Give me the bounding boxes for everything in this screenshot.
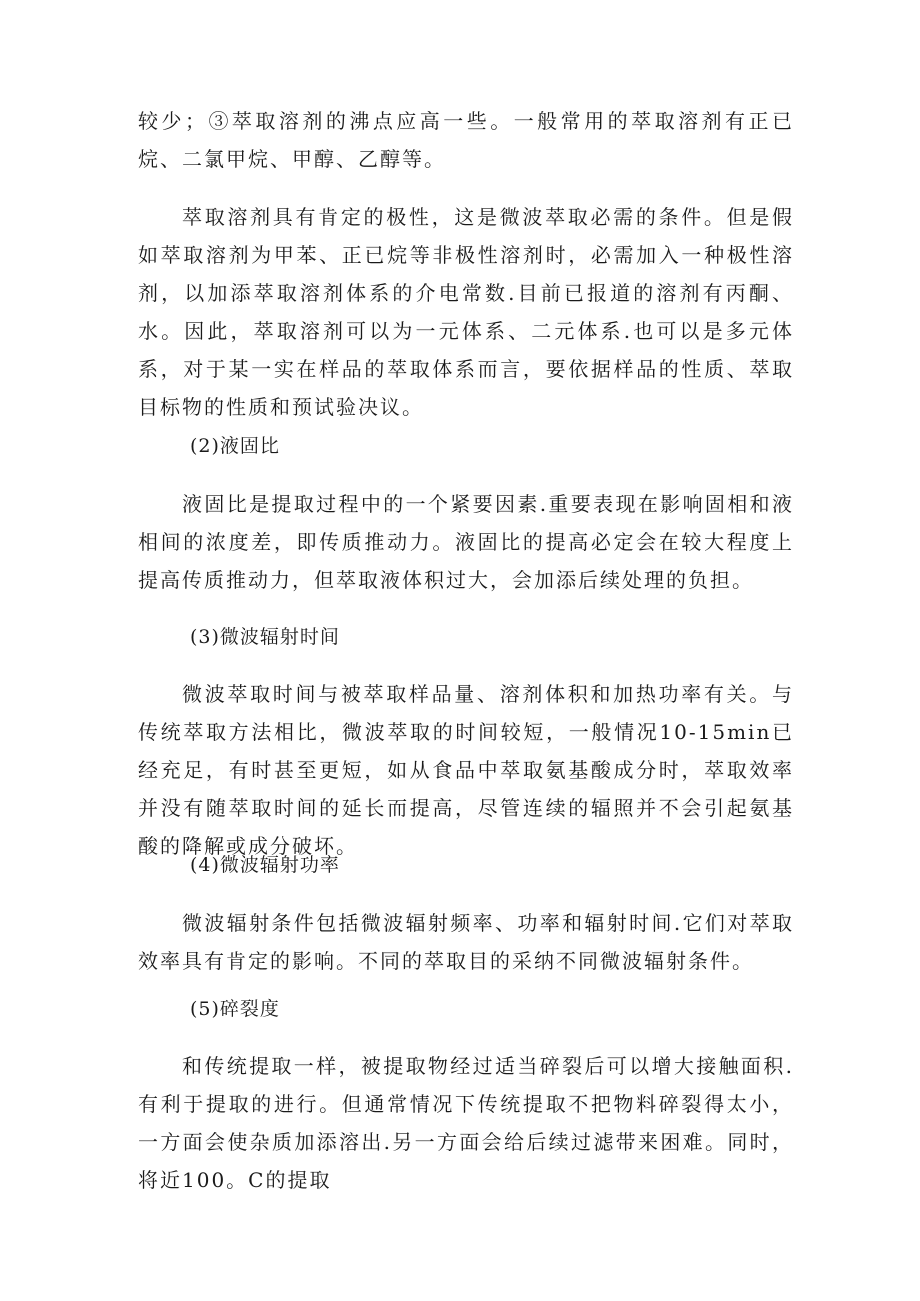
heading-microwave-time: (3)微波辐射时间 [190, 626, 340, 648]
paragraph-solvent-polarity: 萃取溶剂具有肯定的极性，这是微波萃取必需的条件。但是假如萃取溶剂为甲苯、正已烷等非极性溶剂时，必需加入一种极性溶剂，以加添萃取溶剂体系的介电常数.目前已报道的溶剂有丙酮、水。因此，萃取溶剂可以为一元体系、二元体系.也可以是多元体系，对于某一实在样品的萃取体系而言，要依据样品的性质、萃取目标物的性质和预试验决议。 [138, 205, 794, 419]
paragraph-liquid-solid-ratio: 液固比是提取过程中的一个紧要因素.重要表现在影响固相和液相间的浓度差，即传质推动力。液固比的提高必定会在较大程度上提高传质推动力，但萃取液体积过大，会加添后续处理的负担。 [138, 492, 794, 592]
paragraph-microwave-power: 微波辐射条件包括微波辐射频率、功率和辐射时间.它们对萃取效率具有肯定的影响。不同的萃取目的采纳不同微波辐射条件。 [138, 911, 794, 973]
paragraph-microwave-time: 微波萃取时间与被萃取样品量、溶剂体积和加热功率有关。与传统萃取方法相比，微波萃取的时间较短，一般情况10-15min已经充足，有时甚至更短，如从食品中萃取氨基酸成分时，萃取效率并没有随萃取时间的延长而提高，尽管连续的辐照并不会引起氨基酸的降解或成分破坏。 [138, 682, 794, 858]
paragraph-fragmentation: 和传统提取一样，被提取物经过适当碎裂后可以增大接触面积.有利于提取的进行。但通常情况下传统提取不把物料碎裂得太小，一方面会使杂质加添溶出.另一方面会给后续过滤带来困难。同时，将近100。C的提取 [138, 1054, 794, 1192]
heading-microwave-power: (4)微波辐射功率 [190, 854, 340, 876]
heading-liquid-solid-ratio: (2)液固比 [190, 435, 280, 457]
heading-fragmentation: (5)碎裂度 [190, 998, 280, 1020]
paragraph-solvent-boiling-point: 较少；③萃取溶剂的沸点应高一些。一般常用的萃取溶剂有正已烷、二氯甲烷、甲醇、乙醇等。 [138, 109, 794, 171]
